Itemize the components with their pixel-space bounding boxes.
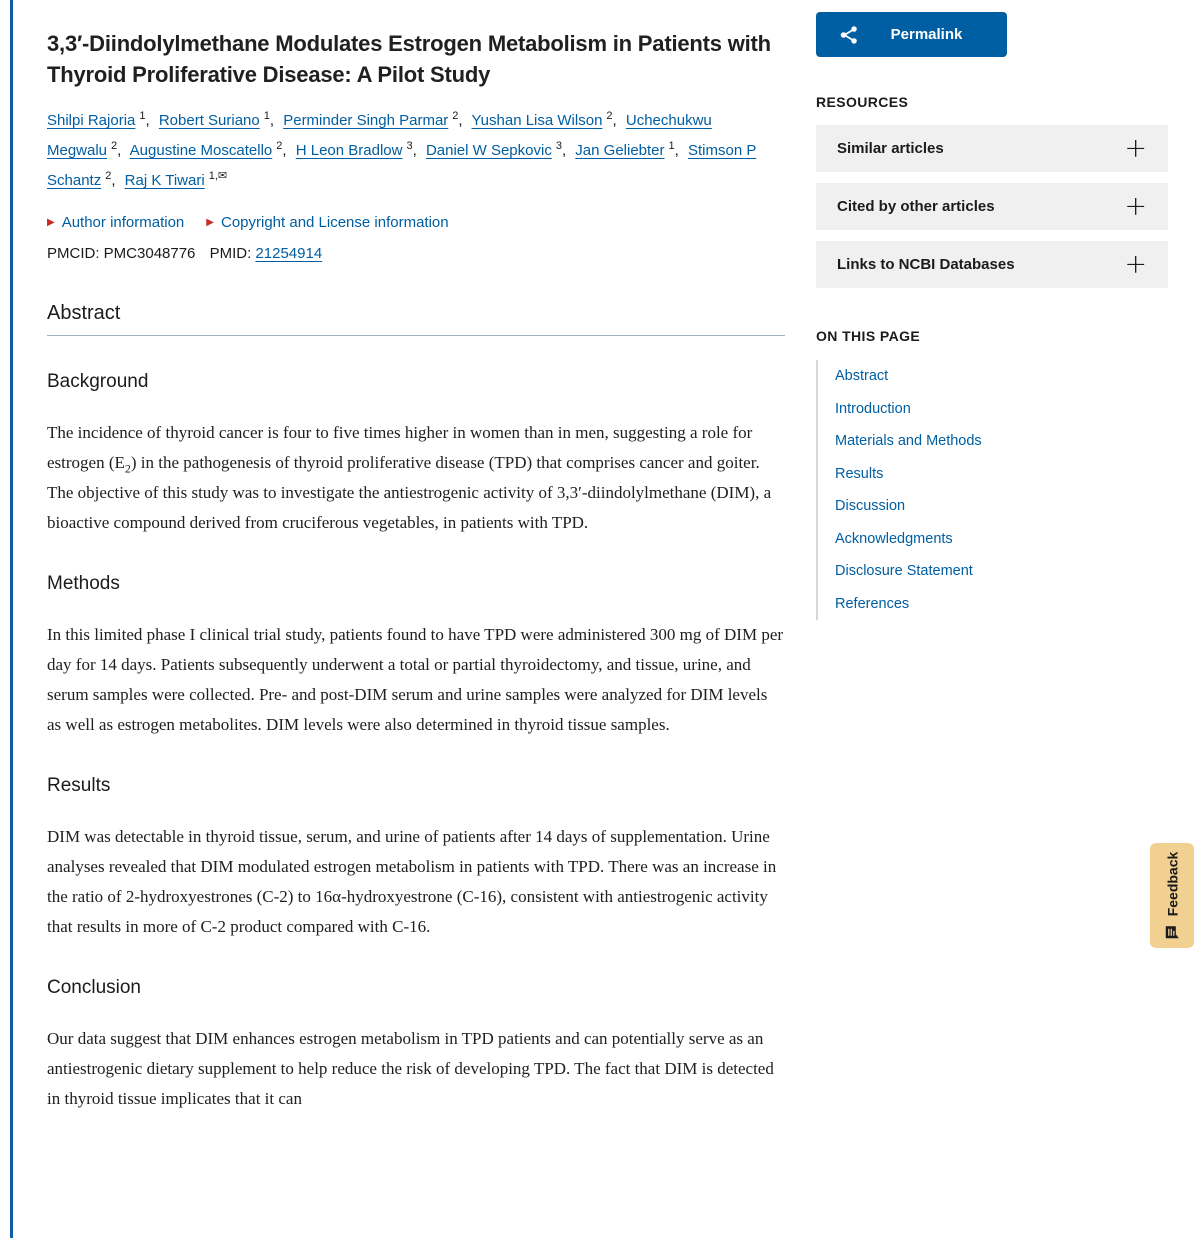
page-title: 3,3′-Diindolylmethane Modulates Estrogen Metabolism in Patients with Thyroid Proliferative Disease: A Pilot Study — [47, 31, 771, 87]
methods-heading: Methods — [47, 573, 120, 594]
author-affiliation-sup: 2 — [606, 110, 613, 122]
pmcid-label: PMCID: — [47, 245, 100, 262]
author-separator: , — [561, 142, 567, 159]
author — [47, 112, 150, 129]
author-information-toggle[interactable] — [47, 214, 184, 231]
toc-link-references[interactable]: References — [835, 595, 910, 612]
disclosure-arrow-icon: ▶ — [47, 216, 55, 228]
author-affiliation-sup: 2 — [276, 140, 283, 152]
conclusion-heading: Conclusion — [47, 977, 141, 998]
author-affiliation-sup: 2 — [452, 110, 459, 122]
methods-paragraph: In this limited phase I clinical trial study, patients found to have TPD were administered 300 mg of DIM per day for 14 days. Patients subsequently underwent a total or partial thyroidectomy, and tissue, urine, and serum samples were collected. Pre- and post-DIM serum and urine samples were analyzed for DIM levels as well as estrogen metabolites. DIM levels were also determined in thyroid tissue samples. — [47, 625, 784, 734]
author-link[interactable]: Shilpi Rajoria — [47, 112, 136, 129]
accordion-similar-articles[interactable] — [816, 125, 1168, 172]
author — [125, 172, 227, 189]
author-link[interactable]: Augustine Moscatello — [129, 142, 273, 159]
author-link[interactable]: H Leon Bradlow — [295, 142, 403, 159]
plus-icon: + — [1124, 133, 1147, 164]
author-separator: , — [458, 112, 463, 129]
accordion-label: Cited by other articles — [837, 198, 995, 215]
author-affiliation-sup: 1 — [139, 110, 146, 122]
article-sidebar — [816, 0, 1168, 620]
toc-link-materials-methods[interactable]: Materials and Methods — [835, 433, 982, 449]
estradiol-subscript: 2 — [124, 461, 131, 476]
toc-link-results[interactable]: Results — [835, 465, 884, 482]
disclosure-arrow-icon: ▶ — [206, 216, 214, 228]
resources-accordion — [816, 125, 1168, 288]
author — [283, 112, 462, 129]
author-link[interactable]: Yushan Lisa Wilson — [471, 112, 603, 129]
feedback-label: Feedback — [1164, 851, 1180, 916]
feedback-inner — [1164, 851, 1180, 940]
conclusion-paragraph: Our data suggest that DIM enhances estrogen metabolism in TPD patients and can potentially serve as an antiestrogenic dietary supplement to help reduce the risk of developing TPD. The fact that DIM is detected in thyroid tissue implicates that it can — [47, 1029, 774, 1108]
author — [472, 112, 617, 129]
pmid-label: PMID: — [209, 245, 252, 262]
share-icon — [838, 24, 860, 46]
article-main-column — [47, 0, 785, 1114]
author-separator: , — [412, 142, 417, 159]
permalink-button-label: Permalink — [890, 26, 963, 43]
author-link[interactable]: Uchechukwu Megwalu — [47, 112, 712, 159]
author-list — [47, 106, 785, 196]
accordion-cited-by[interactable] — [816, 183, 1168, 230]
background-paragraph — [47, 418, 785, 538]
toc-link-discussion[interactable]: Discussion — [835, 498, 906, 514]
author-separator: , — [674, 142, 679, 159]
background-text-before: The incidence of thyroid cancer is four to five times higher in women than in men, suggesting a role for estrogen (E — [47, 423, 753, 472]
reading-progress-rule — [10, 0, 13, 1238]
author-affiliation-sup: 1 — [668, 140, 675, 152]
pmid-group — [210, 245, 323, 262]
article-info-row — [47, 214, 785, 231]
toc-link-acknowledgments[interactable]: Acknowledgments — [835, 530, 953, 547]
author-affiliation-sup: 3 — [406, 140, 413, 152]
pmcid-value: PMC3048776 — [103, 245, 196, 262]
author-separator: , — [145, 112, 150, 129]
feedback-button[interactable] — [1150, 843, 1194, 948]
author-link[interactable]: Perminder Singh Parmar — [283, 112, 449, 129]
permalink-button[interactable] — [816, 12, 1007, 57]
author — [575, 142, 679, 159]
author-affiliation-sup: 2 — [105, 170, 112, 182]
author-separator: , — [612, 112, 617, 129]
author-affiliation-sup: 1 — [263, 110, 270, 122]
author — [426, 142, 566, 159]
toc-link-disclosure[interactable]: Disclosure Statement — [835, 563, 973, 579]
author-link[interactable]: Jan Geliebter — [575, 142, 665, 159]
results-heading: Results — [47, 775, 111, 796]
author-separator: , — [111, 172, 116, 189]
accordion-label: Links to NCBI Databases — [837, 256, 1015, 273]
feedback-form-icon — [1164, 924, 1180, 940]
abstract-heading: Abstract — [47, 302, 785, 336]
author-information-label: Author information — [61, 214, 185, 231]
pmcid-group — [47, 245, 195, 262]
background-heading: Background — [47, 371, 149, 392]
copyright-license-toggle[interactable] — [206, 214, 448, 231]
author-affiliation-sup corresponding-author-envelope-icon: 1,✉ — [208, 170, 228, 182]
author — [130, 142, 287, 159]
pmid-link[interactable]: 21254914 — [255, 245, 323, 262]
author-link[interactable]: Raj K Tiwari — [124, 172, 205, 189]
accordion-label: Similar articles — [837, 140, 944, 157]
copyright-license-label: Copyright and License information — [220, 214, 449, 231]
author-separator: , — [269, 112, 275, 129]
on-this-page-nav — [816, 360, 1168, 620]
author-separator: , — [282, 142, 287, 159]
author-separator: , — [117, 142, 122, 159]
plus-icon: + — [1124, 191, 1147, 222]
article-ids-row — [47, 245, 785, 262]
on-this-page-heading: ON THIS PAGE — [816, 328, 921, 344]
resources-heading: RESOURCES — [816, 94, 909, 110]
author — [159, 112, 274, 129]
accordion-ncbi-links[interactable] — [816, 241, 1168, 288]
author-link[interactable]: Stimson P Schantz — [47, 142, 757, 189]
results-paragraph: DIM was detectable in thyroid tissue, serum, and urine of patients after 14 days of supplementation. Urine analyses revealed that DIM modulated estrogen metabolism in patients with TPD. There was an increase in the ratio of 2-hydroxyestrones (C-2) to 16α-hydroxyestrone (C-16), consistent with antiestrogenic activity that results in more of C-2 product compared with C-16. — [47, 827, 777, 936]
author-link[interactable]: Daniel W Sepkovic — [425, 142, 552, 159]
plus-icon: + — [1124, 249, 1147, 280]
toc-link-abstract[interactable]: Abstract — [835, 368, 889, 384]
author — [296, 142, 417, 159]
author-affiliation-sup: 2 — [111, 140, 118, 152]
background-text-after: ) in the pathogenesis of thyroid proliferative disease (TPD) that comprises cancer and goiter. The objective of this study was to investigate the antiestrogenic activity of 3,3′-diindolylmethane (DIM), a bioactive compound derived from cruciferous vegetables, in patients with TPD. — [47, 453, 772, 532]
author-link[interactable]: Robert Suriano — [158, 112, 260, 129]
author-affiliation-sup: 3 — [555, 140, 562, 152]
toc-link-introduction[interactable]: Introduction — [835, 400, 911, 417]
